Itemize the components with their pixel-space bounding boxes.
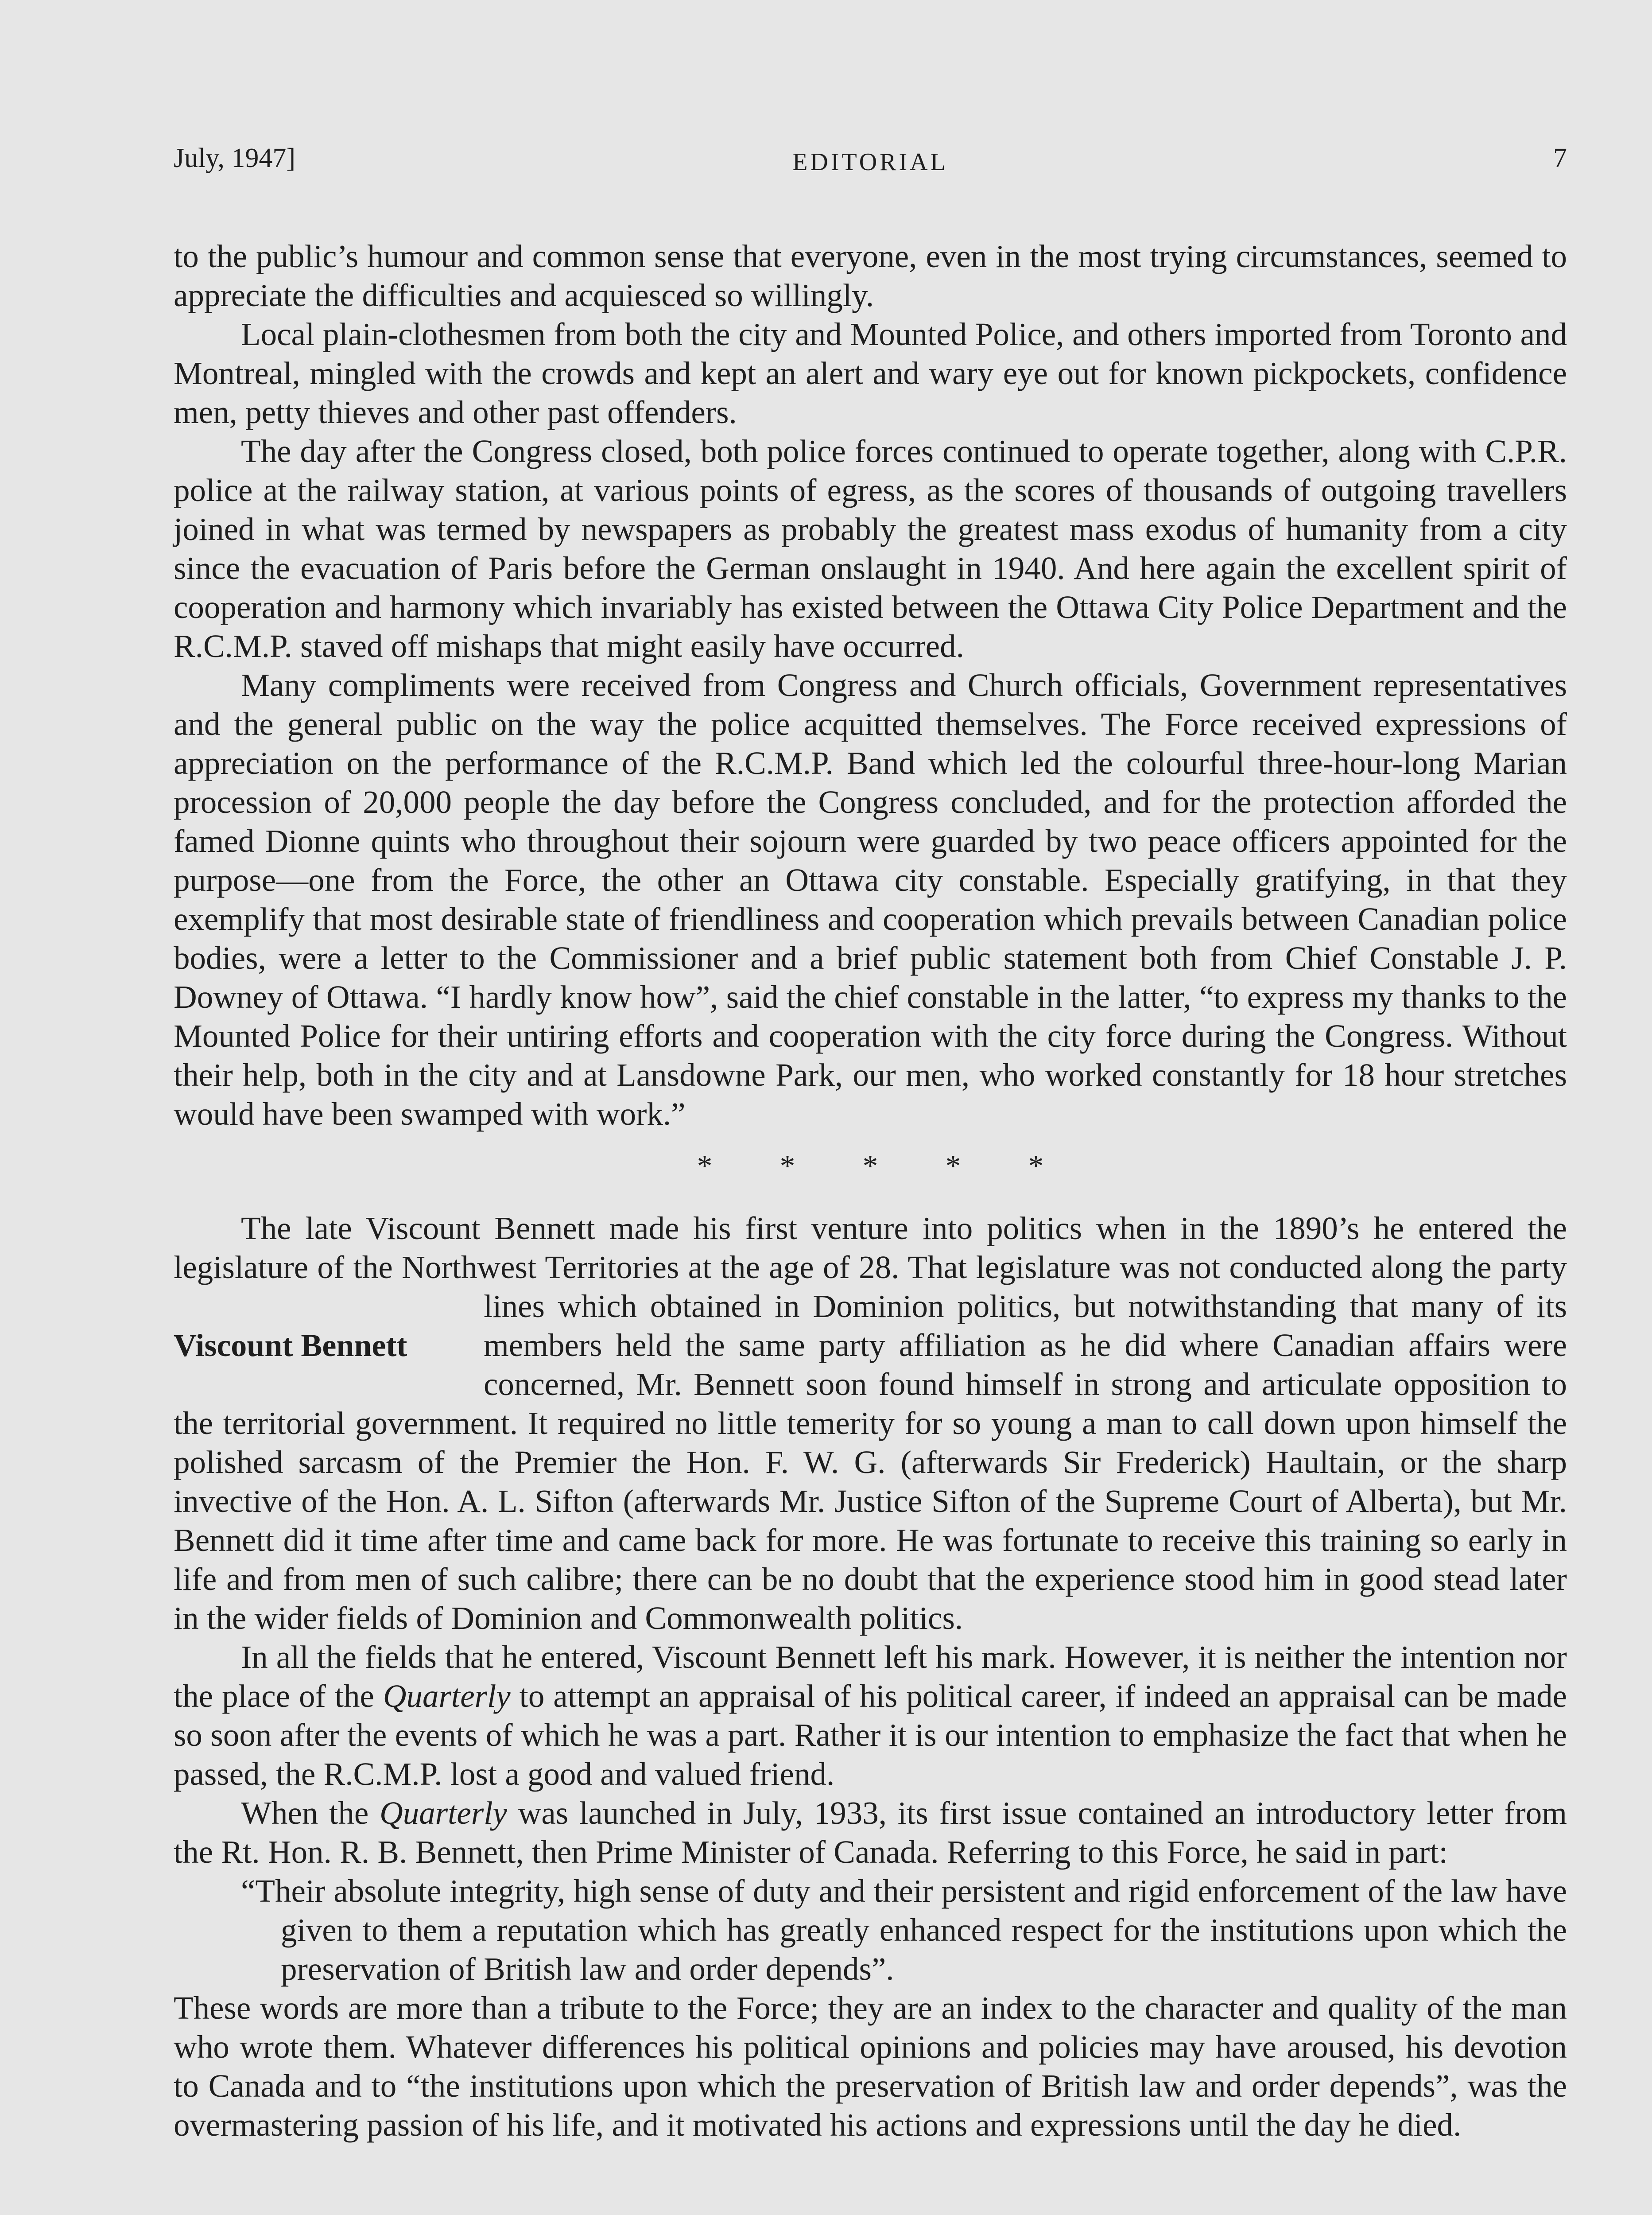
paragraph-bennett-politics [174,1209,1567,1638]
paragraph-bennett-mark [174,1638,1567,1794]
separator-star: * [945,1149,961,1183]
paragraph-continued: to the public’s humour and common sense that everyone, even in the most trying circumstances, seemed to appreciate the difficulties and acquiesced so willingly. [174,238,1567,313]
section-separator [174,1147,1567,1186]
quarterly-title-italic: Quarterly [380,1795,507,1831]
paragraph-plainclothesmen: Local plain-clothesmen from both the city and Mounted Police, and others imported from Toronto and Montreal, mingled with the crowds and kept an alert and wary eye out for known pickpockets, confidence men, petty thieves and other past offenders. [174,316,1567,430]
bennett-intro-lines-1-2: The late Viscount Bennett made his first venture into politics when in the 1890’s he entered the legislature of the Northwest Territories at the age of 28. That legislature was not conducted along the party [174,1210,1567,1285]
text-run: was launched in July, 1933, its first issue contained an introductory letter from the Rt. Hon. R. B. Bennett, then Prime Minister of Canada. Referring to this Force, he said in part: [174,1795,1567,1870]
block-quote [174,1872,1567,1989]
header-section-title: EDITORIAL [792,148,948,176]
text-run: to attempt an appraisal of his political career, if indeed an appraisal can be made so soon after the events of which he was a part. Rather it is our intention to emphasize the fact that when he passed, the R.C.M.P. lost a good and valued friend. [174,1678,1567,1792]
bennett-intro-rest: lines which obtained in Dominion politics, but notwithstanding that many of its members held the same party affiliation as he did where Canadian affairs were concerned, Mr. Bennett soon found himself in strong and articulate opposition to the territorial government. It required no little temerity for so young a man to call down upon himself the polished sarcasm of the Premier the Hon. F. W. G. (afterwards Sir Frederick) Haultain, or the sharp invective of the Hon. A. L. Sifton (afterwards Mr. Justice Sifton of the Supreme Court of Alberta), but Mr. Bennett did it time after time and came back for more. He was fortunate to receive this training so early in life and from men of such calibre; there can be no doubt that the experience stood him in good stead later in the wider fields of Dominion and Commonwealth politics. [174,1288,1567,1636]
quote-text: “Their absolute integrity, high sense of duty and their persistent and rigid enforcement of the law have given to them a reputation which has greatly enhanced respect for the institutions upon which the preservation of British law and order depends”. [241,1873,1567,1987]
paragraph-exodus: The day after the Congress closed, both police forces continued to operate together, along with C.P.R. police at the railway station, at various points of egress, as the scores of thousands of outgoing travellers joined in what was termed by newspapers as probably the greatest mass exodus of humanity from a city since the evacuation of Paris before the German onslaught in 1940. And here again the excellent spirit of cooperation and harmony which invariably has existed between the Ottawa City Police Department and the R.C.M.P. staved off mishaps that might easily have occurred. [174,433,1567,664]
running-header [174,143,1567,183]
paragraph-quarterly-launch [174,1794,1567,1872]
separator-star: * [862,1149,878,1183]
side-heading: Viscount Bennett [174,1326,475,1365]
separator-star: * [779,1149,795,1183]
text-run: In all the fields that he entered, Viscount Bennett left his mark. However, it is neither the intention nor the place of the [174,1639,1567,1714]
separator-star: * [1028,1149,1044,1183]
text-run: When the [241,1795,380,1831]
article-body [174,237,1567,2145]
quarterly-title-italic: Quarterly [383,1678,511,1714]
paragraph-tribute: These words are more than a tribute to the Force; they are an index to the character and quality of the man who wrote them. Whatever differences his political opinions and policies may have aroused, his devotion to Canada and to “the institutions upon which the preservation of British law and order depends”, was the overmastering passion of his life, and it motivated his actions and expressions until the day he died. [174,1990,1567,2143]
separator-star: * [697,1149,713,1183]
page-number: 7 [1553,143,1567,173]
paragraph-compliments: Many compliments were received from Congress and Church officials, Government representatives and the general public on the way the police acquitted themselves. The Force received expressions of appreciation on the performance of the R.C.M.P. Band which led the colourful three-hour-long Marian procession of 20,000 people the day before the Congress concluded, and for the protection afforded the famed Dionne quints who throughout their sojourn were guarded by two peace officers appointed for the purpose—one from the Force, the other an Ottawa city constable. Especially gratifying, in that they exemplify that most desirable state of friendliness and cooperation which prevails between Canadian police bodies, were a letter to the Commissioner and a brief public statement both from Chief Constable J. P. Downey of Ottawa. “I hardly know how”, said the chief constable in the latter, “to express my thanks to the Mounted Police for their untiring efforts and cooperation with the city force during the Congress. Without their help, both in the city and at Lansdowne Park, our men, who worked constantly for 18 hour stretches would have been swamped with work.” [174,667,1567,1132]
header-date: July, 1947] [174,143,295,173]
